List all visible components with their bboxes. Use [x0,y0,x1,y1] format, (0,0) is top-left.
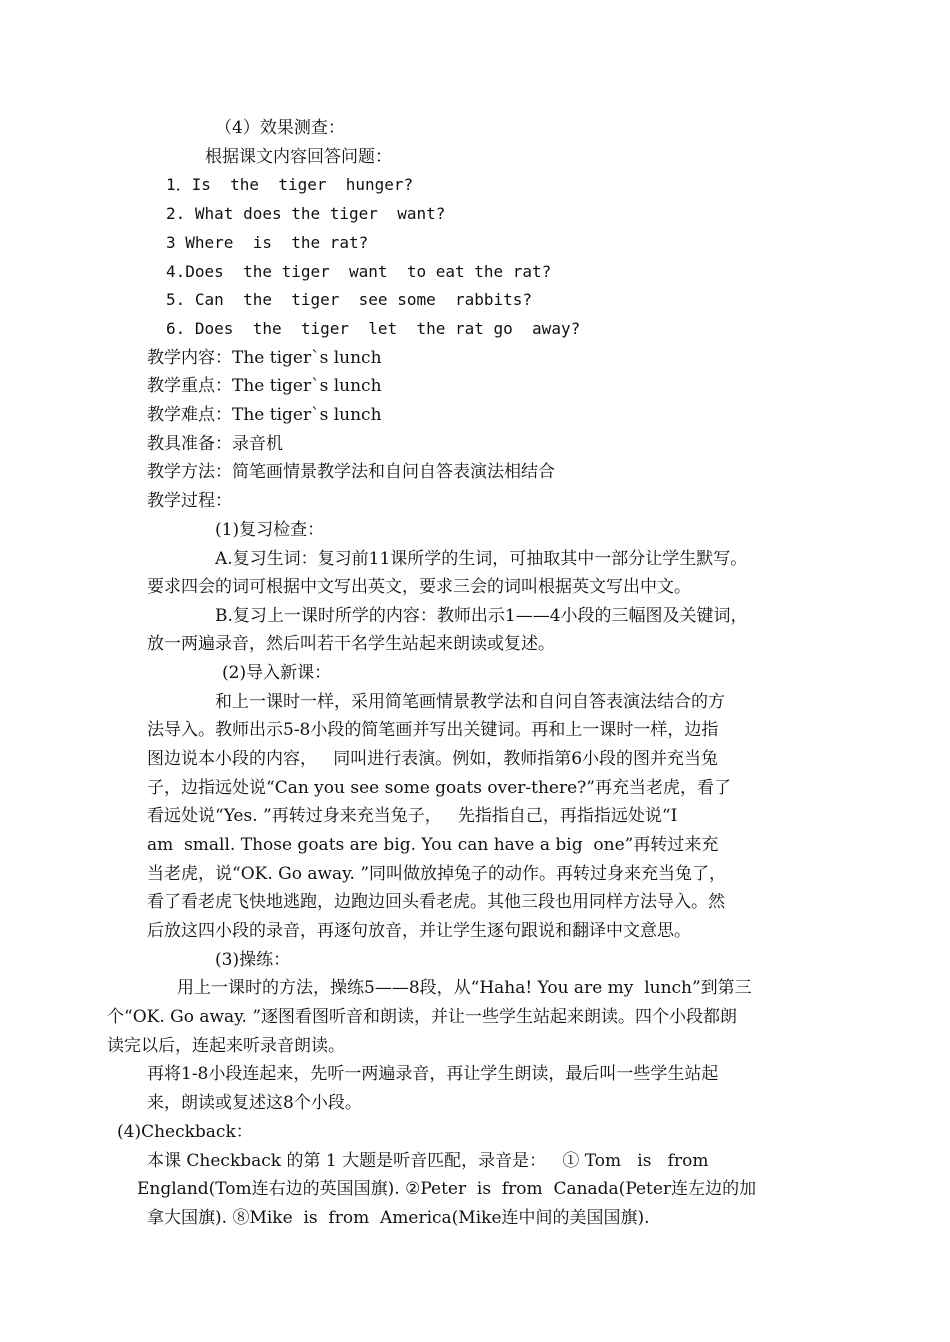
text-line: 教学内容：The tiger`s lunch [147,348,382,368]
text-line: am small. Those goats are big. You can have a big one”再转过来充 [147,835,719,855]
text-line: 读完以后，连起来听录音朗读。 [107,1036,345,1056]
text-line: 教具准备：录音机 [147,434,283,454]
text-line: 5. Can the tiger see some rabbits? [166,290,533,309]
text-line: 4.Does the tiger want to eat the rat? [166,262,552,281]
text-line: England(Tom连右边的英国国旗). ②Peter is from Canada(Peter连左边的加 [137,1179,757,1199]
text-line: (1)复习检查： [215,520,325,540]
text-line: 图边说本小段的内容， 同叫进行表演。例如，教师指第6小段的图并充当兔 [147,749,719,769]
text-line: 和上一课时一样，采用简笔画情景教学法和自问自答表演法结合的方 [215,692,725,712]
text-line: 教学过程： [147,491,232,511]
text-line: 2. What does the tiger want? [166,204,446,223]
text-line: 教学难点：The tiger`s lunch [147,405,382,425]
text-line: 再将1-8小段连起来，先听一两遍录音，再让学生朗读，最后叫一些学生站起 [147,1064,719,1084]
text-line: 要求四会的词可根据中文写出英文，要求三会的词叫根据英文写出中文。 [147,577,691,597]
text-line: 子，边指远处说“Can you see some goats over-there?”再充当老虎，看了 [147,778,731,798]
text-line: 后放这四小段的录音，再逐句放音，并让学生逐句跟说和翻译中文意思。 [147,921,691,941]
text-line: 法导入。教师出示5-8小段的简笔画并写出关键词。再和上一课时一样，边指 [147,720,719,740]
text-line: 6. Does the tiger let the rat go away? [166,319,581,338]
text-line: 看了看老虎飞快地逃跑，边跑边回头看老虎。其他三段也用同样方法导入。然 [147,892,725,912]
text-line: B.复习上一课时所学的内容：教师出示1——4小段的三幅图及关键词， [215,606,748,626]
text-line: （4）效果测查： [215,118,345,138]
text-line: 教学重点：The tiger`s lunch [147,376,382,396]
text-line: 教学方法：简笔画情景教学法和自问自答表演法相结合 [147,462,555,482]
text-line: 用上一课时的方法，操练5——8段，从“Haha! You are my lunch”到第三 [177,978,752,998]
text-line: 拿大国旗). ⑧Mike is from America(Mike连中间的美国国旗). [147,1208,650,1228]
text-line: A.复习生词：复习前11课所学的生词，可抽取其中一部分让学生默写。 [215,549,748,569]
text-line: 来，朗读或复述这8个小段。 [147,1093,362,1113]
text-line: (3)操练： [215,950,291,970]
text-line: 本课 Checkback 的第 1 大题是听音匹配，录音是： ① Tom is from [147,1151,709,1171]
text-line: 个“OK. Go away. ”逐图看图听音和朗读，并让一些学生站起来朗读。四个小段都朗 [107,1007,738,1027]
text-line: (2)导入新课： [222,663,332,683]
text-line: 看远处说“Yes. ”再转过身来充当兔子， 先指指自己，再指指远处说“I [147,806,678,826]
text-line: 放一两遍录音，然后叫若干名学生站起来朗读或复述。 [147,634,555,654]
text-line: (4)Checkback： [117,1122,253,1142]
text-line: 根据课文内容回答问题： [205,147,392,167]
text-line: 1．Is the tiger hunger? [166,175,414,194]
text-line: 当老虎，说“OK. Go away. ”同叫做放掉兔子的动作。再转过身来充当兔了， [147,864,727,884]
text-line: 3 Where is the rat? [166,233,369,252]
